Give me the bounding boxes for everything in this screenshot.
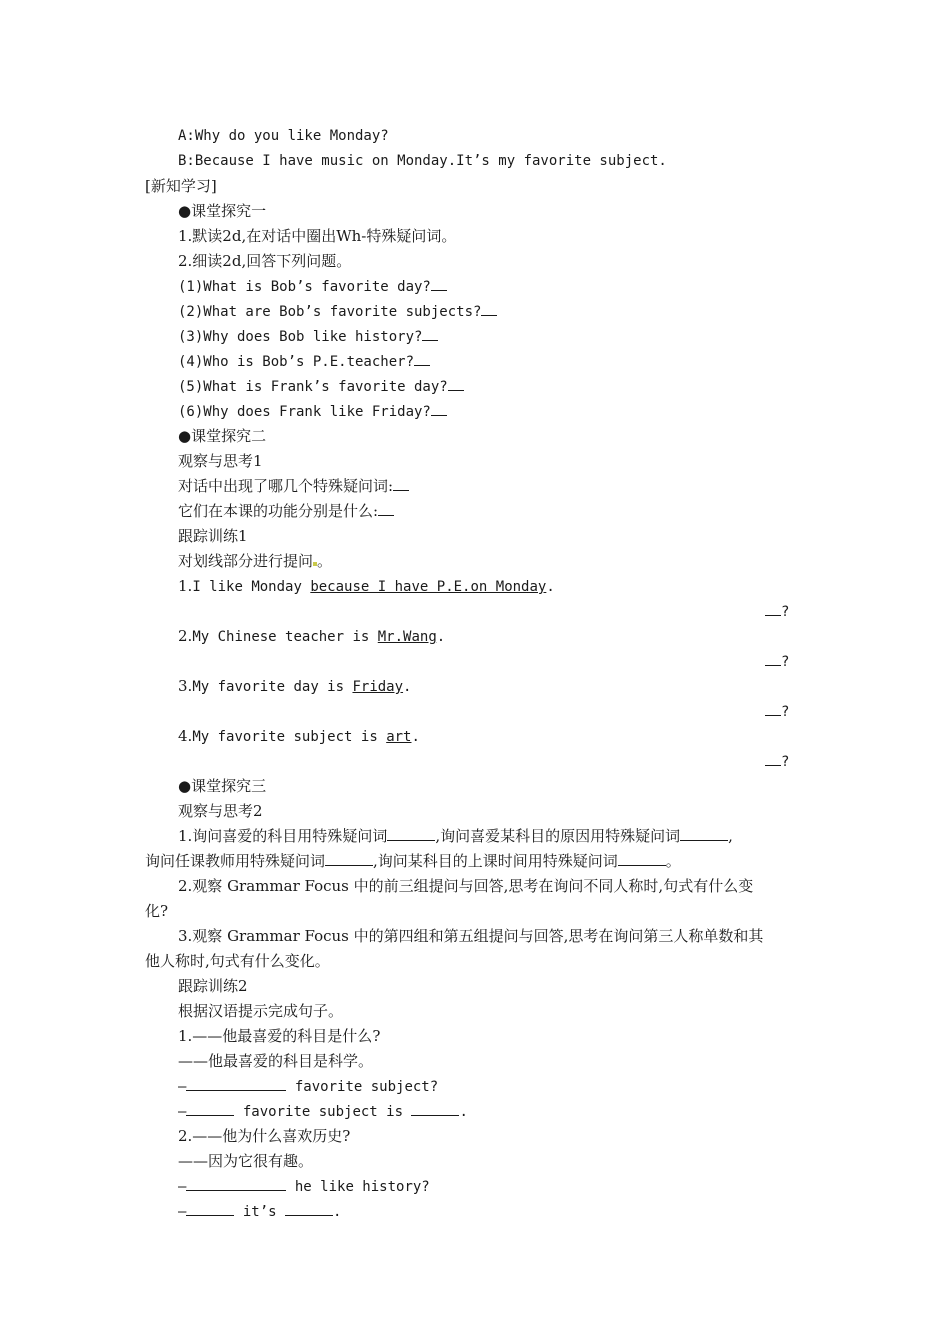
- answer-blank[interactable]: [285, 1201, 333, 1216]
- exercise-item-1: 1.I like Monday because I have P.E.on Monday.: [178, 577, 555, 595]
- dialogue-line-b: B:Because I have music on Monday.It’s my favorite subject.: [178, 153, 667, 169]
- answer-blank[interactable]: [765, 751, 781, 766]
- ex1-english-question: — favorite subject?: [178, 1076, 438, 1097]
- explore1-heading: ●课堂探究一: [178, 202, 267, 220]
- answer-blank[interactable]: [186, 1101, 234, 1116]
- question-6: (6)Why does Frank like Friday?: [178, 401, 447, 422]
- ex2-english-question: — he like history?: [178, 1176, 430, 1197]
- explore2-heading: ●课堂探究二: [178, 427, 267, 445]
- explore3-p1-line2: 询问任课教师用特殊疑问词 ,询问某科目的上课时间用特殊疑问词 。: [145, 852, 681, 870]
- answer-blank[interactable]: [378, 501, 394, 516]
- exercise-item-4: 4.My favorite subject is art.: [178, 727, 420, 745]
- answer-line-4: ?: [765, 751, 789, 772]
- ex1-english-answer: — favorite subject is .: [178, 1101, 468, 1122]
- answer-blank[interactable]: [422, 326, 438, 341]
- explore2-q2: 它们在本课的功能分别是什么:: [178, 501, 394, 521]
- explore2-train: 跟踪训练1: [178, 527, 248, 545]
- question-3: (3)Why does Bob like history?: [178, 326, 438, 347]
- answer-blank[interactable]: [186, 1201, 234, 1216]
- question-1: (1)What is Bob’s favorite day?: [178, 276, 447, 297]
- answer-line-1: ?: [765, 601, 789, 622]
- explore1-task2: 2.细读2d,回答下列问题。: [178, 252, 352, 270]
- explore3-p2-line1: 2.观察 Grammar Focus 中的前三组提问与回答,思考在询问不同人称时,句式有什么变: [178, 877, 754, 895]
- explore2-instruction: 对划线部分进行提问 。: [178, 552, 333, 570]
- answer-blank[interactable]: [387, 826, 435, 841]
- explore2-q1: 对话中出现了哪几个特殊疑问词:: [178, 476, 409, 496]
- explore2-observe: 观察与思考1: [178, 452, 263, 470]
- ex2-chinese-question: 2.——他为什么喜欢历史?: [178, 1127, 351, 1145]
- explore3-instruction: 根据汉语提示完成句子。: [178, 1002, 344, 1020]
- explore3-p3-line1: 3.观察 Grammar Focus 中的第四组和第五组提问与回答,思考在询问第三人称单数和其: [178, 927, 764, 945]
- explore3-p2-line2: 化?: [145, 902, 169, 920]
- answer-blank[interactable]: [393, 476, 409, 491]
- exercise-item-3: 3.My favorite day is Friday.: [178, 677, 412, 695]
- explore3-train: 跟踪训练2: [178, 977, 248, 995]
- answer-blank[interactable]: [765, 651, 781, 666]
- ex1-chinese-question: 1.——他最喜爱的科目是什么?: [178, 1027, 381, 1045]
- answer-blank[interactable]: [431, 276, 447, 291]
- explore3-p1-line1: 1.询问喜爱的科目用特殊疑问词 ,询问喜爱某科目的原因用特殊疑问词 ,: [178, 827, 733, 845]
- answer-blank[interactable]: [186, 1076, 286, 1091]
- answer-blank[interactable]: [481, 301, 497, 316]
- question-5: (5)What is Frank’s favorite day?: [178, 376, 464, 397]
- explore1-task1: 1.默读2d,在对话中圈出Wh-特殊疑问词。: [178, 227, 457, 245]
- explore3-heading: ●课堂探究三: [178, 777, 267, 795]
- answer-blank[interactable]: [618, 851, 666, 866]
- answer-blank[interactable]: [765, 701, 781, 716]
- answer-blank[interactable]: [411, 1101, 459, 1116]
- explore3-observe: 观察与思考2: [178, 802, 263, 820]
- exercise-item-2: 2.My Chinese teacher is Mr.Wang.: [178, 627, 446, 645]
- question-2: (2)What are Bob’s favorite subjects?: [178, 301, 497, 322]
- question-4: (4)Who is Bob’s P.E.teacher?: [178, 351, 430, 372]
- answer-blank[interactable]: [325, 851, 373, 866]
- ex2-chinese-answer: ——因为它很有趣。: [178, 1152, 314, 1170]
- ex2-english-answer: — it’s .: [178, 1201, 341, 1222]
- explore3-p3-line2: 他人称时,句式有什么变化。: [145, 952, 330, 970]
- ex1-chinese-answer: ——他最喜爱的科目是科学。: [178, 1052, 374, 1070]
- section-title: [新知学习]: [145, 177, 217, 195]
- answer-blank[interactable]: [431, 401, 447, 416]
- answer-blank[interactable]: [414, 351, 430, 366]
- answer-line-2: ?: [765, 651, 789, 672]
- answer-line-3: ?: [765, 701, 789, 722]
- answer-blank[interactable]: [448, 376, 464, 391]
- answer-blank[interactable]: [765, 601, 781, 616]
- dialogue-line-a: A:Why do you like Monday?: [178, 128, 389, 144]
- answer-blank[interactable]: [186, 1176, 286, 1191]
- answer-blank[interactable]: [680, 826, 728, 841]
